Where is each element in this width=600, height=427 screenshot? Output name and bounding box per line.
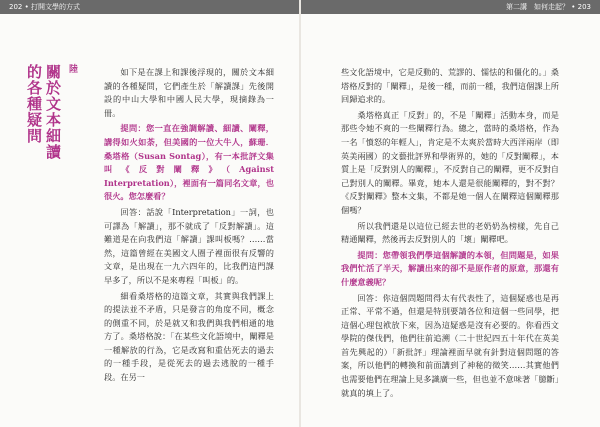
left-body-text — [104, 66, 274, 387]
left-running-head: 202 • 打開文學的方式 — [9, 3, 80, 11]
paragraph: 回答：話說「Interpretation」一詞，也可譯為「解讀」，那不就成了「反對解讀」。這難道是在向我們這「解讀」課叫板嗎？……當然，這篇曾經在美國文人圈子裡面很有反響的文章，是出現在一九六四年的，比我們這門課早多了，所以不是來專程「叫板」的。 — [104, 206, 274, 285]
question-paragraph: 提問：您一直在強調解讀、細讀、闡釋，講得如火如荼，但美國的一位大牛人，蘇珊．桑塔格（Susan Sontag），有一本批評文集叫《反對闡釋》（Against Interpretation），裡面有一篇同名文章，也很火。您怎麼看？ — [104, 123, 274, 202]
right-page — [301, 0, 600, 427]
left-header-band — [0, 0, 299, 14]
paragraph: 如下是在課上和課後浮現的，關於文本細讀的各種疑問，它們產生於「解讀課」先後開設的中山大學和中國人民大學，現摘錄為一冊。 — [104, 67, 274, 118]
right-body-text — [341, 66, 559, 402]
question-paragraph: 提問：您帶領我們學這個解讀的本領，但問題是，如果我們忙活了半天，解讀出來的卻不是原作者的原意，那還有什麼意義呢？ — [341, 249, 559, 287]
section-side-title — [20, 64, 80, 160]
right-running-head: 第二講 如何走起？ • 203 — [506, 3, 591, 11]
section-number: 陸 — [67, 64, 77, 74]
section-title-line-2: 的各種疑問 — [25, 64, 43, 144]
paragraph: 細看桑塔格的這篇文章，其實與我們課上的提法並不矛盾，只是發言的角度不同，概念的側重不同，於是就又和我們與我們相通的地方了。桑塔格說：「在某些文化語境中，闡釋是一種解放的行為，它是改寫和重估死去的過去的一種手段，是從死去的過去逃脫的一種手段。在另一 — [104, 290, 274, 383]
paragraph: 桑塔格真正「反對」的，不是「闡釋」活動本身，而是那些令她不爽的一些闡釋行為。總之，當時的桑塔格，作為一名「憤怒的年輕人」，肯定是不太爽於當時大西洋兩岸（即英美兩國）的文藝批評界和學術界的，她的「反對闡釋」，本質上是「反對別人的闡釋」，不反對自己的闡釋，更不反對自己對別人的闡釋。畢竟，她本人還是很能闡釋的，對不對？《反對闡釋》整本文集，不都是她一個人在闡釋這個闡釋那個嗎？ — [341, 109, 559, 215]
paragraph: 些文化語境中，它是反動的、荒謬的、懦怯的和僵化的。」桑塔格反對的「闡釋」，是後一種，而前一種，我們這個課上所回歸追求的。 — [341, 67, 559, 105]
paragraph: 所以我們還是以這位已經去世的老奶奶為榜樣，先自己精通闡釋，然後再去反對別人的「壞」闡釋吧。 — [341, 220, 559, 245]
left-page — [0, 0, 299, 427]
paragraph: 回答：你這個問題問得太有代表性了，這個疑惑也是再正常、平常不過，但還是特別要請各位和這個一些同學，把這個心理包袱放下來，因為這疑惑是沒有必要的。你看西文學院的傑伐們，他們往前追溯（二十世紀四五十年代在英美首先興起的）「新批評」理論裡面早就有針對這個問題的答案，所以他們的轉換和前面講到了神秘的徵笑……其實他們也需要他們在理論上見多識廣一些，但也並不意味著「臆斷」就真的填上了。 — [341, 292, 559, 398]
section-title-line-1: 關於文本細讀 — [44, 64, 62, 160]
right-header-band — [301, 0, 600, 14]
